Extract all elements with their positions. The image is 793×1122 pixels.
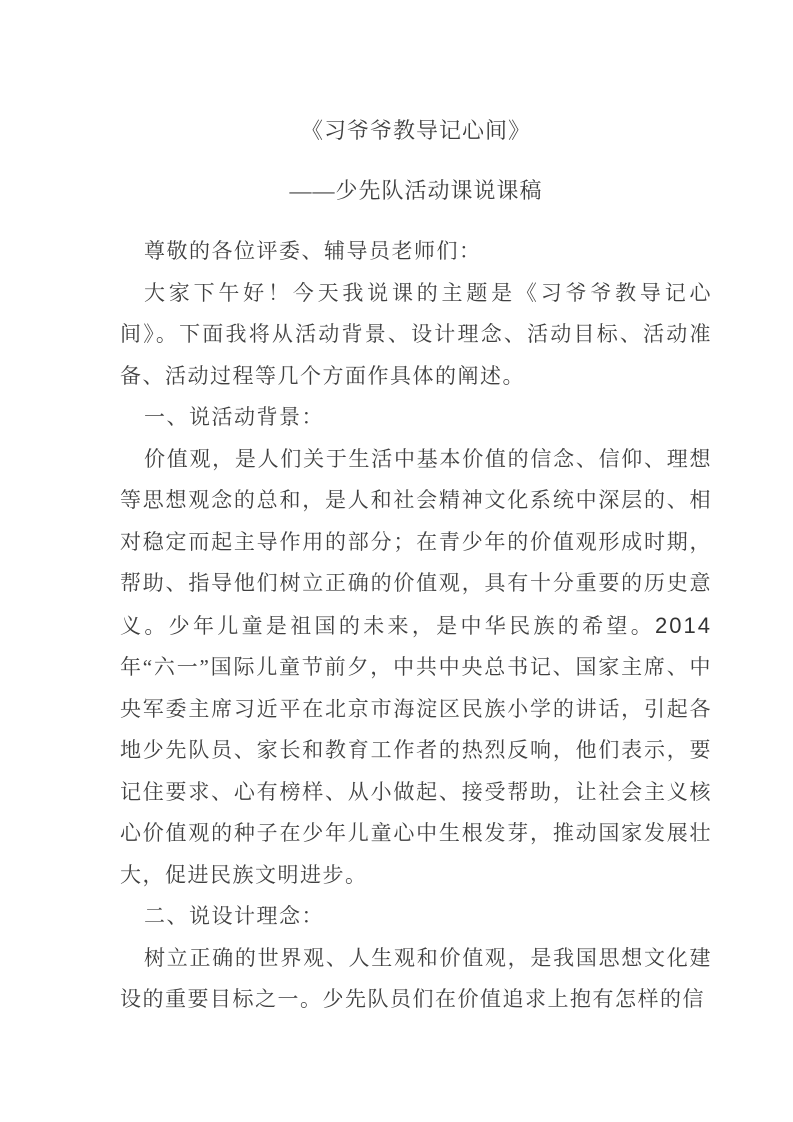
section1-text-before-year: 价值观，是人们关于生活中基本价值的信念、信仰、理想等思想观念的总和，是人和社会精神文化系统中深层的、相对稳定而起主导作用的部分；在青少年的价值观形成时期，帮助、指导他们树立正确的价值观，具有十分重要的历史意义。少年儿童是祖国的未来，是中华民族的希望。 (120, 446, 712, 638)
paragraph-intro: 大家下午好！今天我说课的主题是《习爷爷教导记心间》。下面我将从活动背景、设计理念、活动目标、活动准备、活动过程等几个方面作具体的阐述。 (120, 280, 712, 388)
document-title: 《习爷爷教导记心间》 (300, 118, 531, 143)
document-content (120, 111, 712, 1021)
paragraph-salutation: 尊敬的各位评委、辅导员老师们： (144, 239, 482, 263)
paragraph-section1 (120, 439, 712, 897)
section1-text-after-year: 年“六一”国际儿童节前夕，中共中央总书记、国家主席、中央军委主席习近平在北京市海淀区民族小学的讲话，引起各地少先队员、家长和教育工作者的热烈反响，他们表示，要记住要求、心有榜样、从小做起、接受帮助，让社会主义核心价值观的种子在少年儿童心中生根发芽，推动国家发展壮大，促进民族文明进步。 (120, 655, 712, 887)
section1-heading: 一、说活动背景： (144, 405, 324, 429)
section1-year-number: 2014 (655, 612, 712, 638)
paragraph-section2: 树立正确的世界观、人生观和价值观，是我国思想文化建设的重要目标之一。少先队员们在价值追求上抱有怎样的信 (120, 945, 712, 1011)
document-subtitle: ——少先队活动课说课稿 (289, 178, 543, 203)
section2-heading: 二、说设计理念： (144, 904, 324, 928)
document-body (120, 231, 712, 1021)
